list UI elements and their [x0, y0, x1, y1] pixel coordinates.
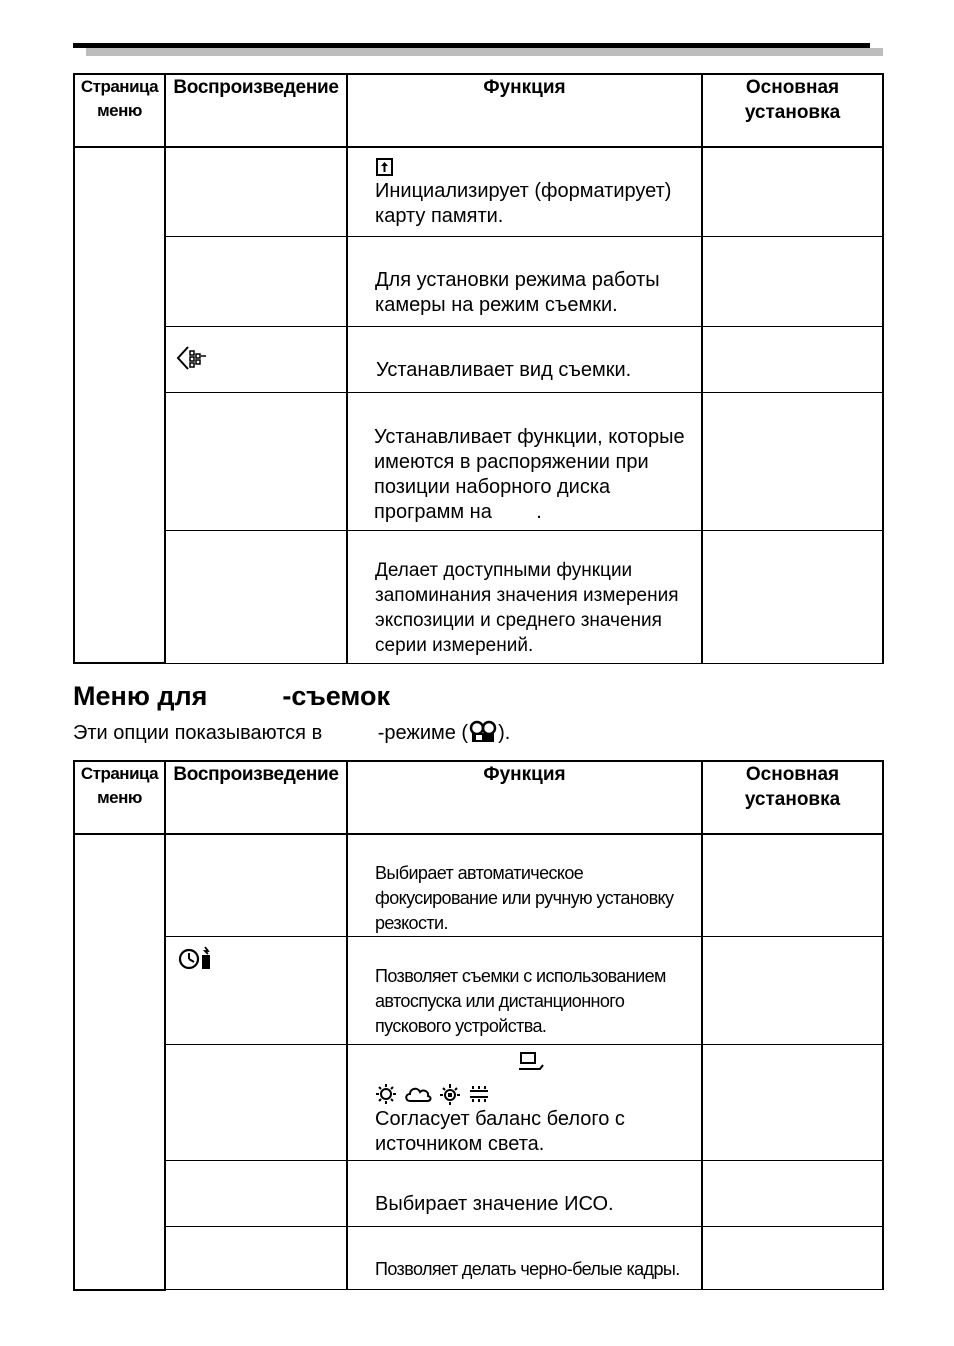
playback-cell [165, 147, 347, 236]
menu-table-2 [73, 760, 884, 1291]
playback-cell [165, 1161, 347, 1227]
default-cell [702, 530, 883, 663]
table-row [74, 1045, 883, 1161]
flash-icon [439, 1083, 461, 1105]
function-text: Устанавливает вид съемки. [376, 358, 632, 381]
function-text: Согласует баланс белого с источником света. [375, 1108, 625, 1155]
top-rule-shadow [86, 48, 883, 56]
function-text: Выбирает автоматическое фокусирование или ручную установку резкости. [375, 863, 674, 933]
table-header-row [74, 74, 883, 147]
function-cell [347, 392, 702, 530]
table-row [74, 834, 883, 937]
header-default-setting: Основная установка [702, 74, 883, 147]
default-cell [702, 937, 883, 1045]
section-title: Меню для -съемок [73, 681, 391, 711]
default-cell [702, 1161, 883, 1227]
function-cell [347, 1045, 702, 1161]
table-header-row [74, 761, 883, 834]
header-menu-page: Страница меню [74, 761, 165, 834]
header-menu-page: Страница меню [74, 74, 165, 147]
header-default-setting: Основная установка [702, 761, 883, 834]
drive-mode-icon [175, 345, 209, 373]
playback-cell [165, 326, 347, 392]
default-cell [702, 326, 883, 392]
section-subtitle-end: ). [498, 722, 511, 744]
cloud-icon [404, 1083, 432, 1105]
table-row [74, 1161, 883, 1227]
function-cell [347, 236, 702, 326]
section-subtitle-text: Эти опции показываются в -режиме ( [73, 722, 469, 744]
playback-cell [165, 392, 347, 530]
function-text: Позволяет съемки с использованием автоспуска или дистанционного пускового устройства. [375, 966, 666, 1036]
playback-cell [165, 530, 347, 663]
function-text: Для установки режима работы камеры на режим съемки. [375, 268, 660, 316]
menu-page-cell [74, 147, 165, 663]
function-cell [347, 834, 702, 937]
white-balance-icons [375, 1081, 695, 1107]
default-cell [702, 1045, 883, 1161]
function-text: Инициализирует (форматирует) карту памяти. [375, 180, 672, 227]
menu-table-1 [73, 73, 884, 664]
header-function: Функция [347, 74, 702, 147]
function-text: Позволяет делать черно-белые кадры. [375, 1259, 680, 1279]
table-row [74, 147, 883, 236]
menu-page-cell [74, 834, 165, 1290]
playback-cell [165, 1227, 347, 1290]
table-row [74, 530, 883, 663]
table-row [74, 392, 883, 530]
default-cell [702, 236, 883, 326]
playback-cell [165, 937, 347, 1045]
function-text: Устанавливает функции, которые имеются в распоряжении при позиции наборного диска программ на . [374, 425, 691, 523]
header-function: Функция [347, 761, 702, 834]
header-playback: Воспроизведение [165, 74, 347, 147]
card-format-icon [375, 157, 695, 179]
sun-icon [375, 1083, 397, 1105]
fluorescent-icon [468, 1083, 490, 1105]
default-cell [702, 834, 883, 937]
table-row [74, 937, 883, 1045]
movie-camera-icon [468, 720, 498, 744]
playback-cell [165, 1045, 347, 1161]
default-cell [702, 392, 883, 530]
table-row [74, 236, 883, 326]
table-row [74, 326, 883, 392]
section-subtitle [73, 720, 510, 746]
default-cell [702, 147, 883, 236]
playback-cell [165, 834, 347, 937]
header-playback: Воспроизведение [165, 761, 347, 834]
default-cell [702, 1227, 883, 1290]
function-cell [347, 530, 702, 663]
self-timer-remote-icon [175, 943, 215, 973]
function-text: Выбирает значение ИСО. [375, 1193, 614, 1215]
function-cell [347, 1161, 702, 1227]
function-cell [347, 326, 702, 392]
playback-cell [165, 236, 347, 326]
function-cell [347, 147, 702, 236]
function-cell [347, 1227, 702, 1290]
function-text: Делает доступными функции запоминания значения измерения экспозиции и среднего значения серии измерений. [375, 559, 679, 656]
table-row [74, 1227, 883, 1290]
custom-wb-icon [518, 1051, 546, 1073]
function-cell [347, 937, 702, 1045]
